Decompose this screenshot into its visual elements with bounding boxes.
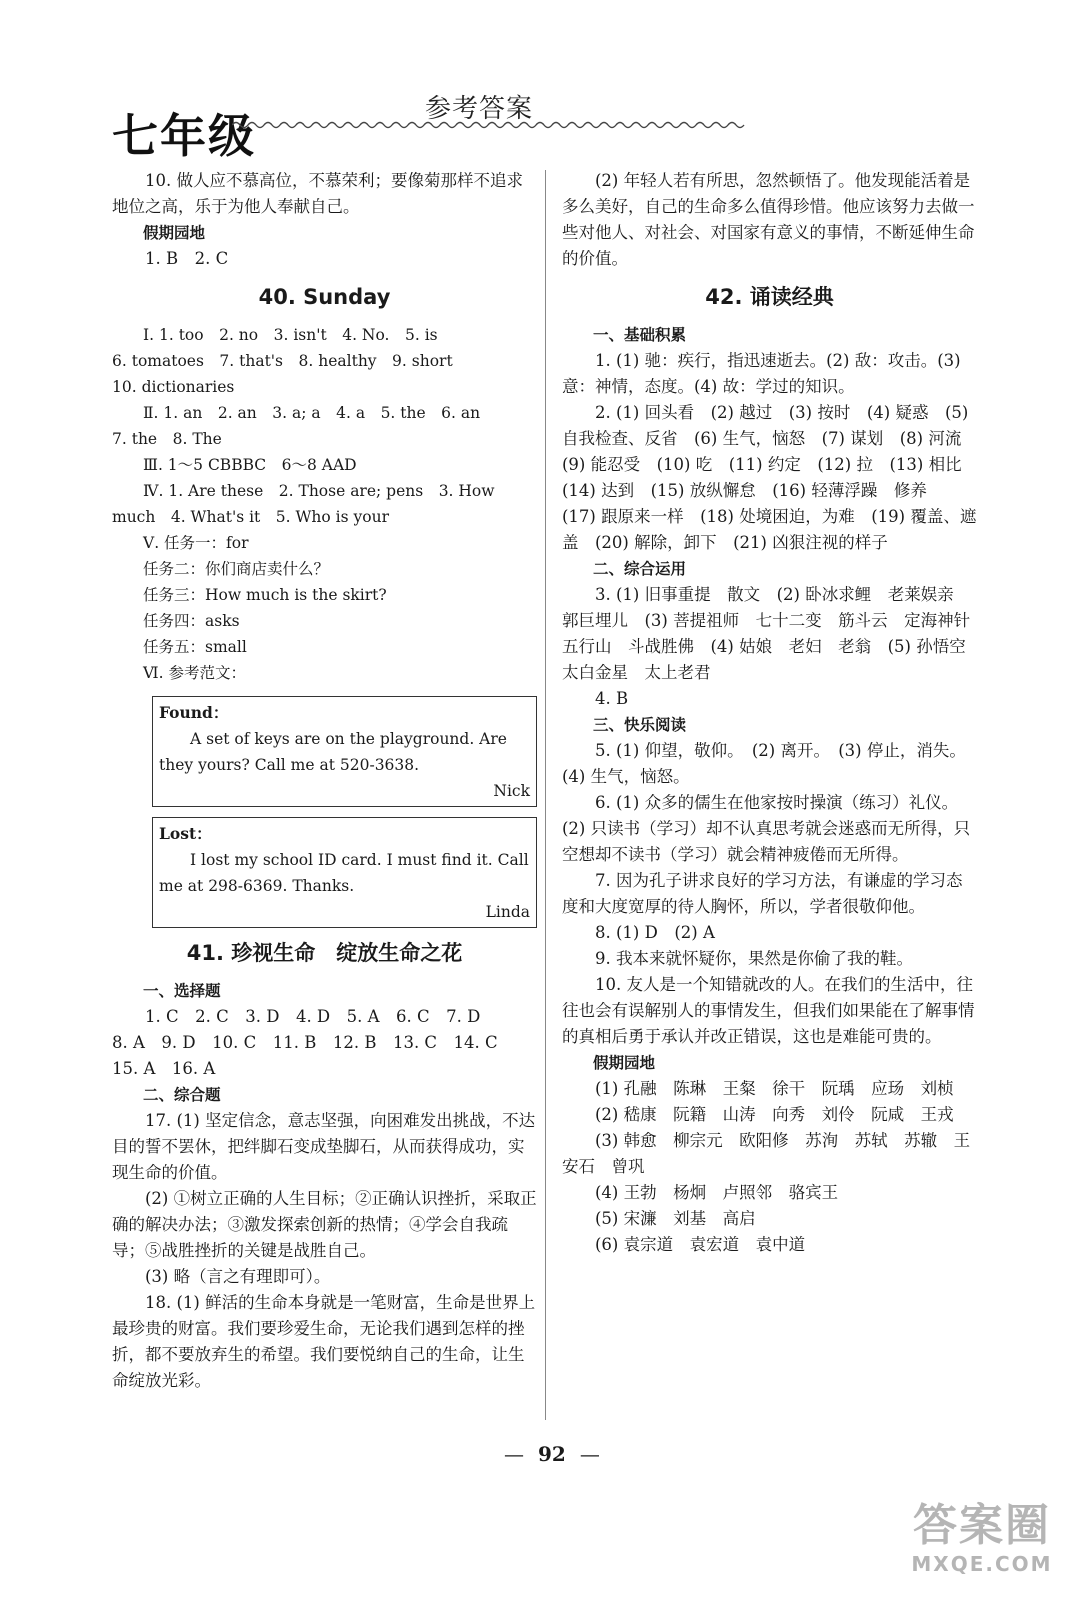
s42-q9: 9. 我本来就怀疑你，果然是你偷了我的鞋。: [595, 949, 913, 968]
s42-part1-heading: 一、基础积累: [593, 326, 687, 344]
s42-holiday-4: (4) 王勃 杨炯 卢照邻 骆宾王: [595, 1183, 839, 1202]
found-notice-box: [152, 696, 537, 807]
s42-q7: 7. 因为孔子讲求良好的学习方法，有谦虚的学习态度和大度宽厚的待人胸怀，所以，学者很敬仰他。: [562, 871, 963, 916]
s40-part-III: Ⅲ. 1～5 CBBBC 6～8 AAD: [143, 456, 357, 474]
s42-holiday-5: (5) 宋濂 刘基 高启: [595, 1209, 756, 1228]
s40-part-V-task3: 任务三：How much is the skirt?: [143, 586, 387, 604]
page-number: — 92 —: [490, 1442, 614, 1466]
s42-q10: 10. 友人是一个知错就改的人。在我们的生活中，往往也会有误解别人的事情发生，但我们如果能在了解事情的真相后勇于承认并改正错误，这也是难能可贵的。: [562, 975, 975, 1046]
s41-q18-part1: 18. (1) 鲜活的生命本身就是一笔财富，生命是世界上最珍贵的财富。我们要珍爱生命，无论我们遇到怎样的挫折，都不要放弃生的希望。我们要悦纳自己的生命，让生命绽放光彩。: [112, 1293, 536, 1390]
s42-holiday-heading: 假期园地: [593, 1054, 656, 1072]
s42-q3: 3. (1) 旧事重提 散文 (2) 卧冰求鲤 老莱娱亲 郭巨埋儿 (3) 菩提祖师 七十二变 筋斗云 定海神针 五行山 斗战胜佛 (4) 姑娘 老妇 老翁 (5) 孙悟空 太白金星 太上老君: [562, 585, 987, 682]
s42-q2: 2. (1) 回头看 (2) 越过 (3) 按时 (4) 疑惑 (5) 自我检查、反省 (6) 生气，恼怒 (7) 谋划 (8) 河流 (9) 能忍受 (10) 吃 (11) 约定 (12) 拉 (13) 相比 (14) 达到 (15) 放纵懈怠 (16) 轻薄浮躁 修养 (17) 跟原来一样 (18) 处境困迫，为难 (19) 覆盖、遮盖 (20) 解除，卸下 (21) 凶狠注视的样子: [562, 403, 979, 552]
holiday-answers: 1. B 2. C: [145, 249, 229, 268]
right-column: [562, 168, 987, 1258]
s42-holiday-6: (6) 袁宗道 袁宏道 袁中道: [595, 1235, 806, 1254]
s41-q17-part1: 17. (1) 坚定信念，意志坚强，向困难发出挑战，不达目的誓不罢休，把绊脚石变成垫脚石，从而获得成功，实现生命的价值。: [112, 1111, 536, 1182]
answers-title: 参考答案: [425, 94, 534, 124]
s40-part-V-task2: 任务二：你们商店卖什么？: [143, 560, 330, 578]
watermark-big-text: 答案圈: [913, 1500, 1051, 1551]
found-notice-text: A set of keys are on the playground. Are they yours? Call me at 520-3638.: [159, 730, 507, 774]
s41-part1-heading: 一、选择题: [143, 982, 221, 1000]
s41-choices-line1: 1. C 2. C 3. D 4. D 5. A 6. C 7. D: [145, 1007, 481, 1026]
answer-item-10: 10. 做人应不慕高位，不慕荣利；要像菊那样不追求地位之高，乐于为他人奉献自己。: [112, 171, 523, 216]
s42-part3-heading: 三、快乐阅读: [593, 716, 687, 734]
s40-part-I-line2: 6. tomatoes 7. that's 8. healthy 9. short: [112, 352, 453, 370]
lost-notice-text: I lost my school ID card. I must find it. Call me at 298-6369. Thanks.: [159, 851, 529, 895]
s42-q6: 6. (1) 众多的儒生在他家按时操演（练习）礼仪。 (2) 只读书（学习）却不认真思考就会迷惑而无所得，只空想却不读书（学习）就会精神疲倦而无所得。: [562, 793, 971, 864]
s41-choices-line2: 8. A 9. D 10. C 11. B 12. B 13. C 14. C: [112, 1033, 498, 1052]
s42-q1: 1. (1) 驰：疾行，指迅速逝去。(2) 敌：攻击。(3) 意：神情，态度。(4) 故：学过的知识。: [562, 351, 961, 396]
watermark-url: MXQE.COM: [911, 1552, 1053, 1576]
s42-holiday-3: (3) 韩愈 柳宗元 欧阳修 苏洵 苏轼 苏辙 王安石 曾巩: [562, 1131, 971, 1176]
s40-part-I-line1: Ⅰ. 1. too 2. no 3. isn't 4. No. 5. is: [143, 326, 438, 344]
found-notice-signature: Nick: [493, 782, 530, 800]
s40-part-II-line2: 7. the 8. The: [112, 430, 222, 448]
section-41-title: 41. 珍视生命 绽放生命之花: [186, 941, 463, 965]
s41-part2-heading: 二、综合题: [143, 1086, 221, 1104]
s40-part-IV: Ⅳ. 1. Are these 2. Those are; pens 3. How much 4. What's it 5. Who is your: [112, 482, 495, 526]
lost-notice-signature: Linda: [485, 903, 530, 921]
s40-part-V-task4: 任务四：asks: [143, 612, 240, 630]
s41-q17-part3: (3) 略（言之有理即可）。: [145, 1267, 331, 1286]
grade-title: 七年级: [112, 109, 256, 163]
s40-part-V-task5: 任务五：small: [143, 638, 247, 656]
section-42-title: 42. 诵读经典: [705, 285, 834, 309]
holiday-heading: 假期园地: [143, 224, 206, 242]
column-divider: [545, 170, 546, 1420]
s42-q4: 4. B: [595, 689, 629, 708]
lost-notice-box: [152, 817, 537, 928]
s41-q17-part2: (2) ①树立正确的人生目标；②正确认识挫折，采取正确的解决办法；③激发探索创新的热情；④学会自我疏导；⑤战胜挫折的关键是战胜自己。: [112, 1189, 537, 1260]
page-header: [0, 0, 1073, 163]
s42-q8: 8. (1) D (2) A: [595, 923, 715, 942]
found-notice-title: Found：: [159, 703, 229, 722]
header-wavy-rule: [232, 118, 747, 132]
s40-part-VI: Ⅵ. 参考范文：: [143, 664, 246, 682]
section-40-title: 40. Sunday: [258, 285, 391, 309]
s40-part-II-line1: Ⅱ. 1. an 2. an 3. a; a 4. a 5. the 6. an: [143, 404, 481, 422]
s40-part-I-line3: 10. dictionaries: [112, 378, 235, 396]
s42-q5: 5. (1) 仰望，敬仰。 (2) 离开。 (3) 停止，消失。 (4) 生气，恼怒。: [562, 741, 975, 786]
s41-q18-part2: (2) 年轻人若有所思，忽然顿悟了。他发现能活着是多么美好，自己的生命多么值得珍惜。他应该努力去做一些对他人、对社会、对国家有意义的事情，不断延伸生命的价值。: [562, 171, 975, 268]
watermark-logo: [907, 1500, 1057, 1592]
s42-holiday-1: (1) 孔融 陈琳 王粲 徐干 阮瑀 应玚 刘桢: [595, 1079, 954, 1098]
s42-part2-heading: 二、综合运用: [593, 560, 687, 578]
left-column: [112, 168, 537, 1394]
lost-notice-title: Lost：: [159, 824, 212, 843]
s42-holiday-2: (2) 嵇康 阮籍 山涛 向秀 刘伶 阮咸 王戎: [595, 1105, 954, 1124]
s41-choices-line3: 15. A 16. A: [112, 1059, 216, 1078]
s40-part-V-task1: Ⅴ. 任务一：for: [143, 534, 249, 552]
